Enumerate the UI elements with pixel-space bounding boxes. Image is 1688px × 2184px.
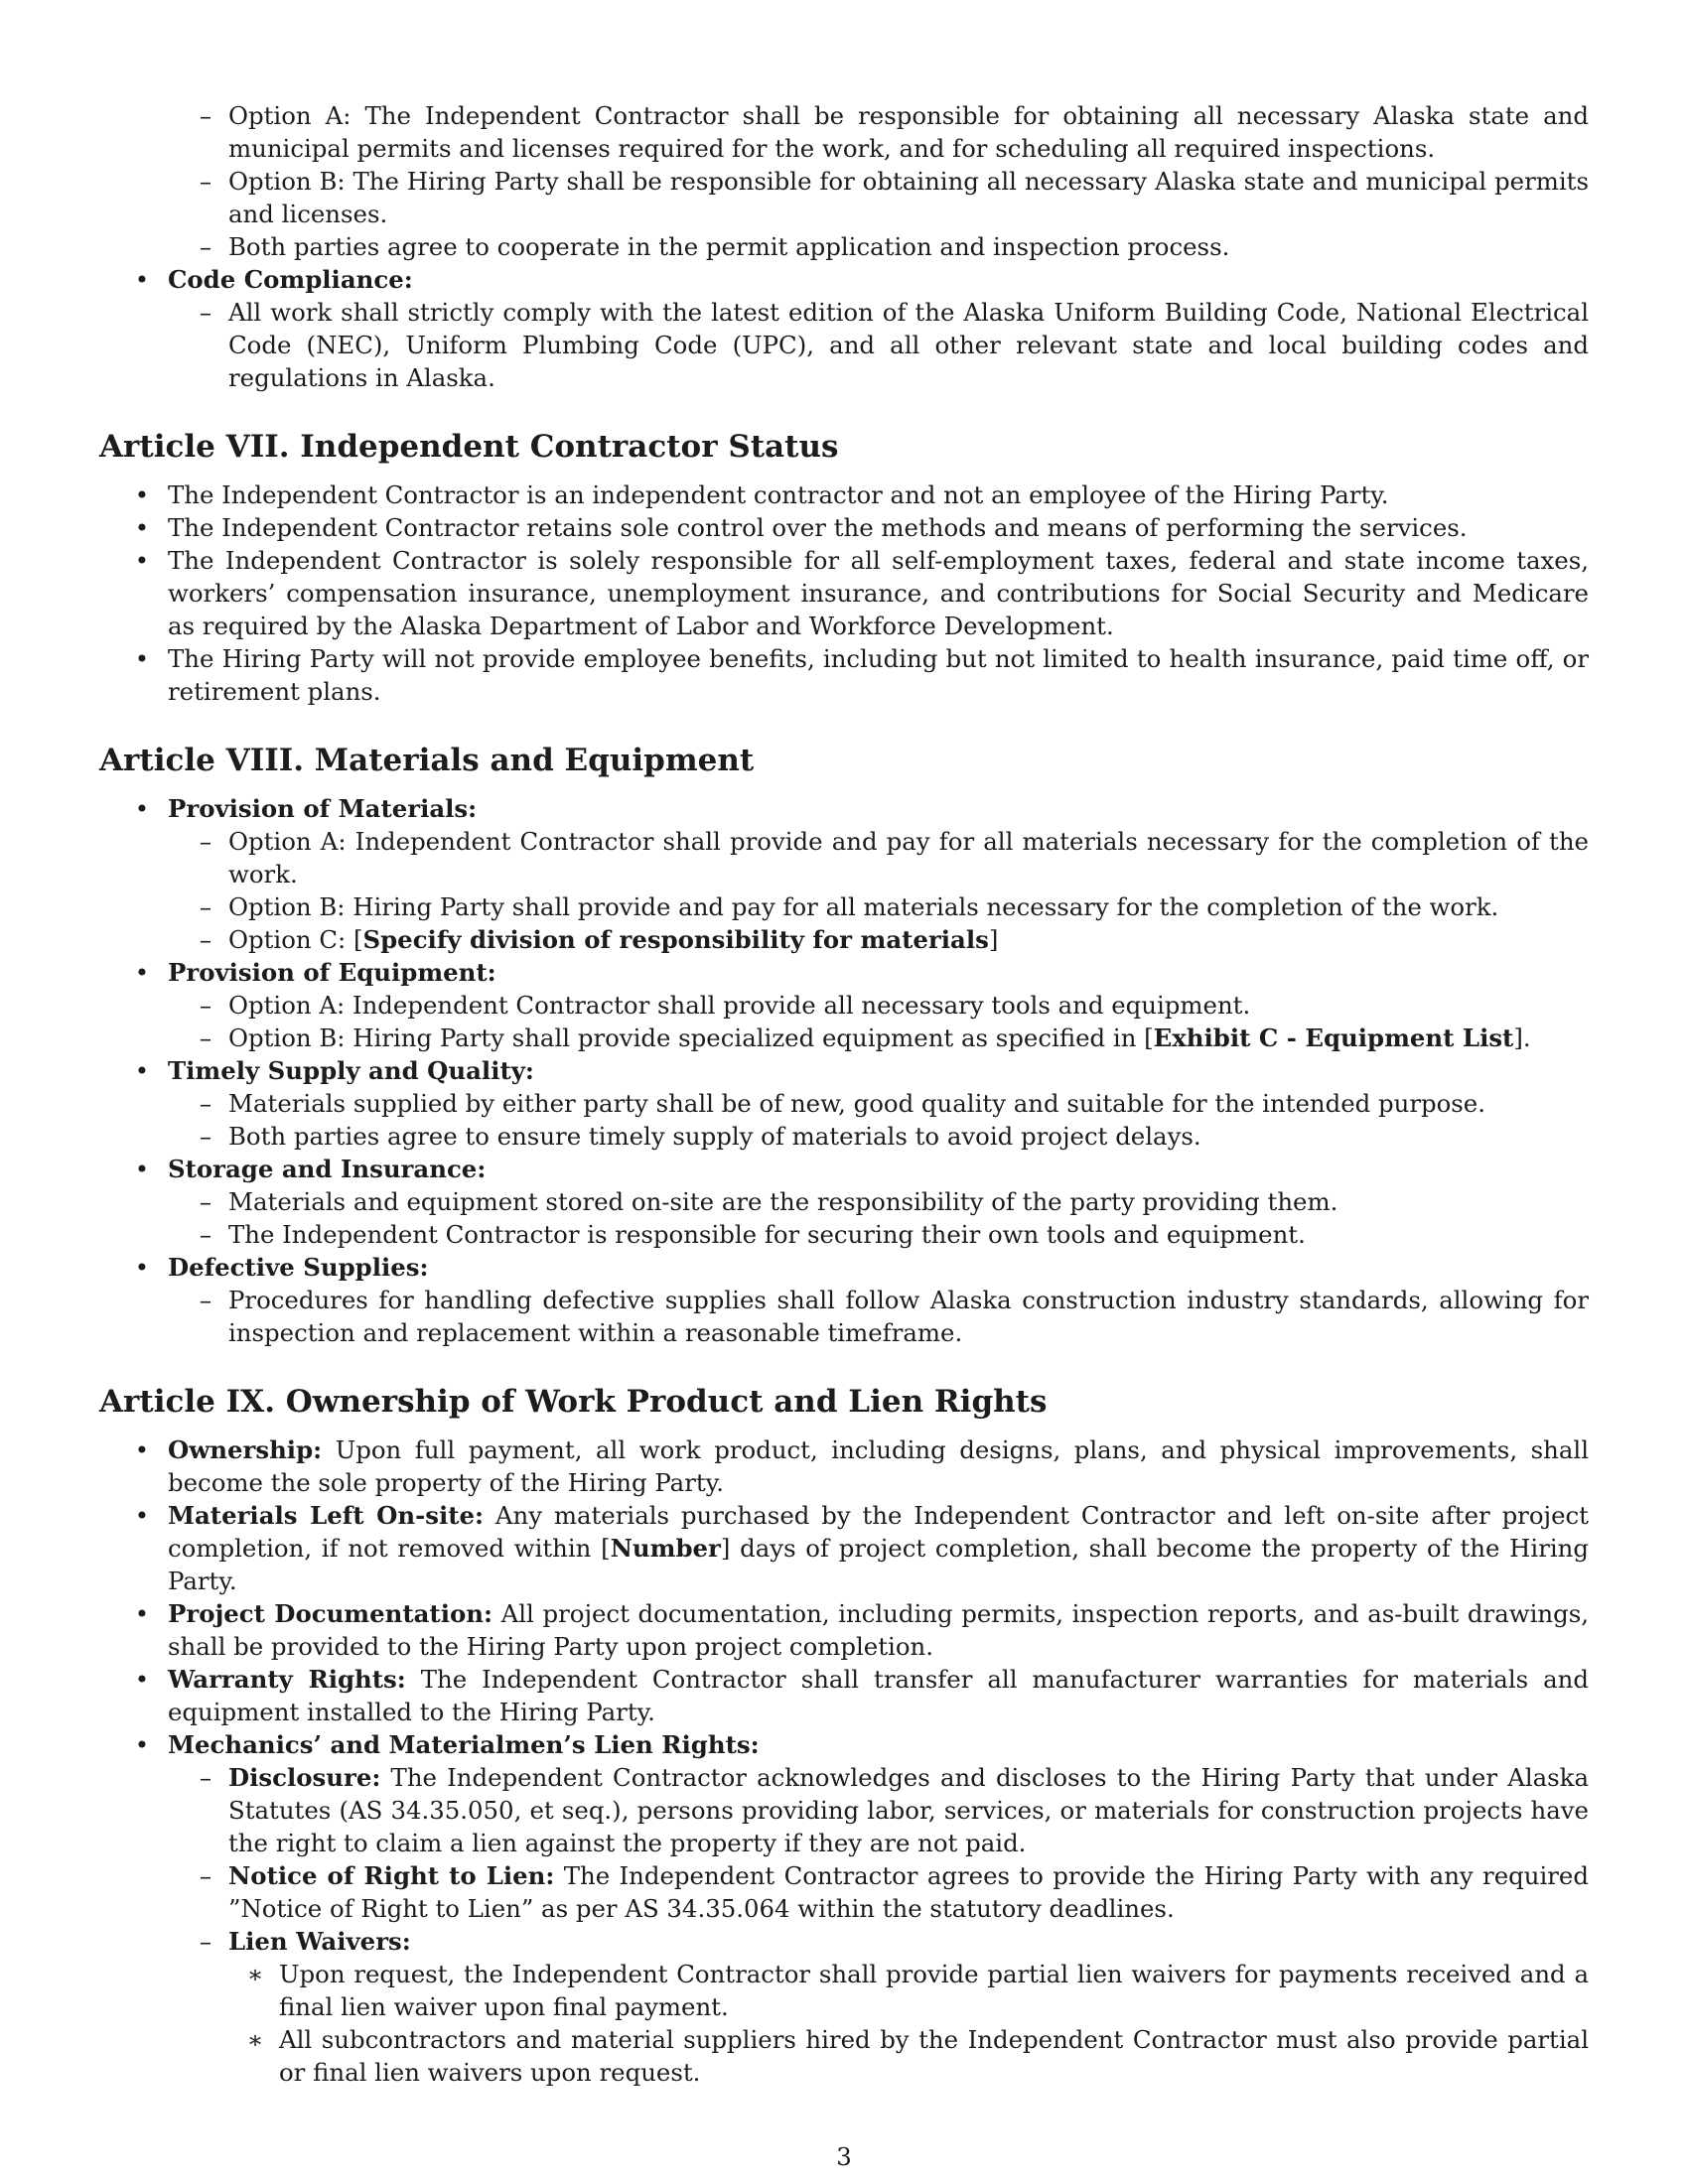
list-marker: • bbox=[134, 1599, 150, 1628]
item-text: Option C: [ bbox=[228, 925, 363, 954]
item-text: The Independent Contractor shall transfer all manufacturer warranties for materials and equipment installed to the Hiring Party. bbox=[168, 1665, 1589, 1726]
item-text: The Independent Contractor acknowledges and discloses to the Hiring Party that under Alaska Statutes (AS 34.35.050, et seq.), persons providing labor, services, or materials for construction projects have the right to claim a lien against the property if they are not paid. bbox=[228, 1763, 1589, 1857]
list-marker: • bbox=[134, 1056, 150, 1085]
bullet-item bbox=[99, 792, 1589, 825]
item-heading: Ownership: bbox=[168, 1435, 323, 1464]
list-marker: – bbox=[199, 1122, 212, 1151]
document-page bbox=[99, 99, 1589, 2089]
list-marker: – bbox=[199, 1089, 212, 1118]
placeholder-field: Specify division of responsibility for materials bbox=[362, 925, 989, 954]
article-heading: Article VII. Independent Contractor Status bbox=[99, 429, 839, 465]
bullet-item bbox=[99, 478, 1589, 511]
list-marker: – bbox=[199, 1861, 212, 1890]
article-article-vii-independent-contractor-statu bbox=[99, 427, 1589, 708]
sub-item bbox=[99, 1284, 1589, 1349]
item-heading: Lien Waivers: bbox=[228, 1927, 411, 1956]
list-marker: – bbox=[199, 1286, 212, 1314]
list-marker: • bbox=[134, 794, 150, 823]
sub-item bbox=[99, 165, 1589, 230]
item-text: The Hiring Party will not provide employee benefits, including but not limited to health insurance, paid time off, or retirement plans. bbox=[168, 644, 1589, 706]
item-heading: Provision of Materials: bbox=[168, 794, 478, 823]
article-heading: Article VIII. Materials and Equipment bbox=[99, 743, 755, 778]
sub-item bbox=[99, 890, 1589, 923]
item-text: Option B: The Hiring Party shall be responsible for obtaining all necessary Alaska state and municipal permits and licenses. bbox=[228, 167, 1589, 228]
list-marker: – bbox=[199, 1927, 212, 1956]
bullet-item bbox=[99, 956, 1589, 989]
bullet-item bbox=[99, 1433, 1589, 1499]
list-marker: – bbox=[199, 892, 212, 921]
list-marker: • bbox=[134, 1253, 150, 1282]
sub-sub-item bbox=[99, 2023, 1589, 2089]
article-article-ix-ownership-of-work-product-and bbox=[99, 1382, 1589, 2089]
list-marker: – bbox=[199, 1763, 212, 1792]
page-number: 3 bbox=[836, 2142, 852, 2171]
sub-item bbox=[99, 923, 1589, 956]
intro-list bbox=[99, 99, 1589, 394]
list-marker: – bbox=[199, 298, 212, 327]
list-marker: – bbox=[199, 232, 212, 261]
list-marker: • bbox=[134, 265, 150, 294]
item-text: Upon request, the Independent Contractor shall provide partial lien waivers for payments received and a final lien waiver upon final payment. bbox=[279, 1960, 1589, 2021]
item-text: Any materials purchased by the Independent Contractor and left on-site after project completion, if not removed within [ bbox=[168, 1501, 1589, 1563]
item-text: The Independent Contractor is responsible for securing their own tools and equipment. bbox=[228, 1220, 1306, 1249]
sub-item bbox=[99, 1022, 1589, 1054]
item-text: The Independent Contractor retains sole control over the methods and means of performing the services. bbox=[168, 513, 1468, 542]
item-text: The Independent Contractor is solely responsible for all self-employment taxes, federal and state income taxes, workers’ compensation insurance, unemployment insurance, and contributions for Social Security and Medicare as required by the Alaska Department of Labor and Workforce Development. bbox=[168, 546, 1589, 640]
list-marker: • bbox=[134, 1665, 150, 1694]
sub-item bbox=[99, 825, 1589, 890]
sub-item bbox=[99, 230, 1589, 263]
item-heading: Storage and Insurance: bbox=[168, 1155, 487, 1183]
sub-item bbox=[99, 1925, 1589, 1958]
article-heading: Article IX. Ownership of Work Product and Lien Rights bbox=[99, 1384, 1048, 1420]
item-text: All work shall strictly comply with the latest edition of the Alaska Uniform Building Code, National Electrical Code (NEC), Uniform Plumbing Code (UPC), and all other relevant state and local building codes and regulations in Alaska. bbox=[228, 298, 1589, 392]
item-heading: Warranty Rights: bbox=[168, 1665, 406, 1694]
item-heading: Notice of Right to Lien: bbox=[228, 1861, 555, 1890]
sub-item bbox=[99, 1218, 1589, 1251]
item-heading: Timely Supply and Quality: bbox=[168, 1056, 534, 1085]
item-text: Materials and equipment stored on-site are the responsibility of the party providing them. bbox=[228, 1187, 1338, 1216]
item-text: All project documentation, including permits, inspection reports, and as-built drawings, shall be provided to the Hiring Party upon project completion. bbox=[168, 1599, 1589, 1661]
sub-item bbox=[99, 99, 1589, 165]
list-marker: – bbox=[199, 1024, 212, 1052]
sub-item bbox=[99, 296, 1589, 394]
list-marker: – bbox=[199, 167, 212, 196]
sub-sub-item bbox=[99, 1958, 1589, 2023]
sub-item bbox=[99, 989, 1589, 1022]
item-text-after: ] bbox=[988, 925, 999, 954]
item-text: Option A: Independent Contractor shall provide and pay for all materials necessary for the completion of the work. bbox=[228, 827, 1589, 888]
item-text: The Independent Contractor agrees to provide the Hiring Party with any required ”Notice of Right to Lien” as per AS 34.35.064 within the statutory deadlines. bbox=[228, 1861, 1589, 1923]
list-marker: ∗ bbox=[246, 2025, 264, 2054]
bullet-item bbox=[99, 544, 1589, 642]
placeholder-field: Number bbox=[610, 1534, 721, 1563]
item-text-after: ]. bbox=[1513, 1024, 1531, 1052]
bullet-item bbox=[99, 263, 1589, 296]
bullet-item bbox=[99, 1054, 1589, 1087]
list-marker: • bbox=[134, 513, 150, 542]
item-text: Both parties agree to cooperate in the permit application and inspection process. bbox=[228, 232, 1230, 261]
item-heading: Provision of Equipment: bbox=[168, 958, 496, 987]
item-text: Option A: Independent Contractor shall provide all necessary tools and equipment. bbox=[228, 991, 1251, 1020]
item-text: All subcontractors and material suppliers hired by the Independent Contractor must also provide partial or final lien waivers upon request. bbox=[279, 2025, 1589, 2087]
list-marker: • bbox=[134, 958, 150, 987]
bullet-item bbox=[99, 1663, 1589, 1728]
list-marker: – bbox=[199, 1220, 212, 1249]
sub-item bbox=[99, 1185, 1589, 1218]
sub-item bbox=[99, 1761, 1589, 1859]
sub-item bbox=[99, 1120, 1589, 1153]
item-text: Both parties agree to ensure timely supply of materials to avoid project delays. bbox=[228, 1122, 1201, 1151]
bullet-item bbox=[99, 1597, 1589, 1663]
list-marker: • bbox=[134, 1435, 150, 1464]
document-content bbox=[99, 99, 1589, 2089]
list-marker: • bbox=[134, 1155, 150, 1183]
list-marker: – bbox=[199, 101, 212, 130]
item-text: Materials supplied by either party shall be of new, good quality and suitable for the intended purpose. bbox=[228, 1089, 1485, 1118]
item-heading: Materials Left On-site: bbox=[168, 1501, 485, 1530]
bullet-item bbox=[99, 642, 1589, 708]
item-heading: Mechanics’ and Materialmen’s Lien Rights: bbox=[168, 1730, 760, 1759]
list-marker: – bbox=[199, 827, 212, 856]
sub-item bbox=[99, 1087, 1589, 1120]
bullet-item bbox=[99, 1499, 1589, 1597]
item-text: Option A: The Independent Contractor shall be responsible for obtaining all necessary Alaska state and municipal permits and licenses required for the work, and for scheduling all required inspections. bbox=[228, 101, 1589, 163]
article-article-viii-materials-and-equipment bbox=[99, 741, 1589, 1349]
item-heading: Disclosure: bbox=[228, 1763, 381, 1792]
list-marker: • bbox=[134, 1501, 150, 1530]
item-text: Option B: Hiring Party shall provide specialized equipment as specified in [ bbox=[228, 1024, 1154, 1052]
bullet-item bbox=[99, 511, 1589, 544]
list-marker: – bbox=[199, 991, 212, 1020]
list-marker: • bbox=[134, 1730, 150, 1759]
item-text: The Independent Contractor is an independent contractor and not an employee of the Hiring Party. bbox=[168, 480, 1389, 509]
placeholder-field: Exhibit C - Equipment List bbox=[1153, 1024, 1514, 1052]
item-heading: Project Documentation: bbox=[168, 1599, 492, 1628]
item-text: Upon full payment, all work product, including designs, plans, and physical improvements, shall become the sole property of the Hiring Party. bbox=[168, 1435, 1589, 1497]
bullet-item bbox=[99, 1728, 1589, 1761]
list-marker: – bbox=[199, 925, 212, 954]
bullet-item bbox=[99, 1251, 1589, 1284]
item-text: Option B: Hiring Party shall provide and pay for all materials necessary for the completion of the work. bbox=[228, 892, 1499, 921]
list-marker: • bbox=[134, 546, 150, 575]
list-marker: – bbox=[199, 1187, 212, 1216]
sub-item bbox=[99, 1859, 1589, 1925]
list-marker: • bbox=[134, 644, 150, 673]
item-heading: Defective Supplies: bbox=[168, 1253, 429, 1282]
item-text: Procedures for handling defective supplies shall follow Alaska construction industry standards, allowing for inspection and replacement within a reasonable timeframe. bbox=[228, 1286, 1589, 1347]
bullet-item bbox=[99, 1153, 1589, 1185]
item-text-after: ] days of project completion, shall become the property of the Hiring Party. bbox=[168, 1534, 1589, 1595]
list-marker: ∗ bbox=[246, 1960, 264, 1988]
list-marker: • bbox=[134, 480, 150, 509]
item-heading: Code Compliance: bbox=[168, 265, 413, 294]
